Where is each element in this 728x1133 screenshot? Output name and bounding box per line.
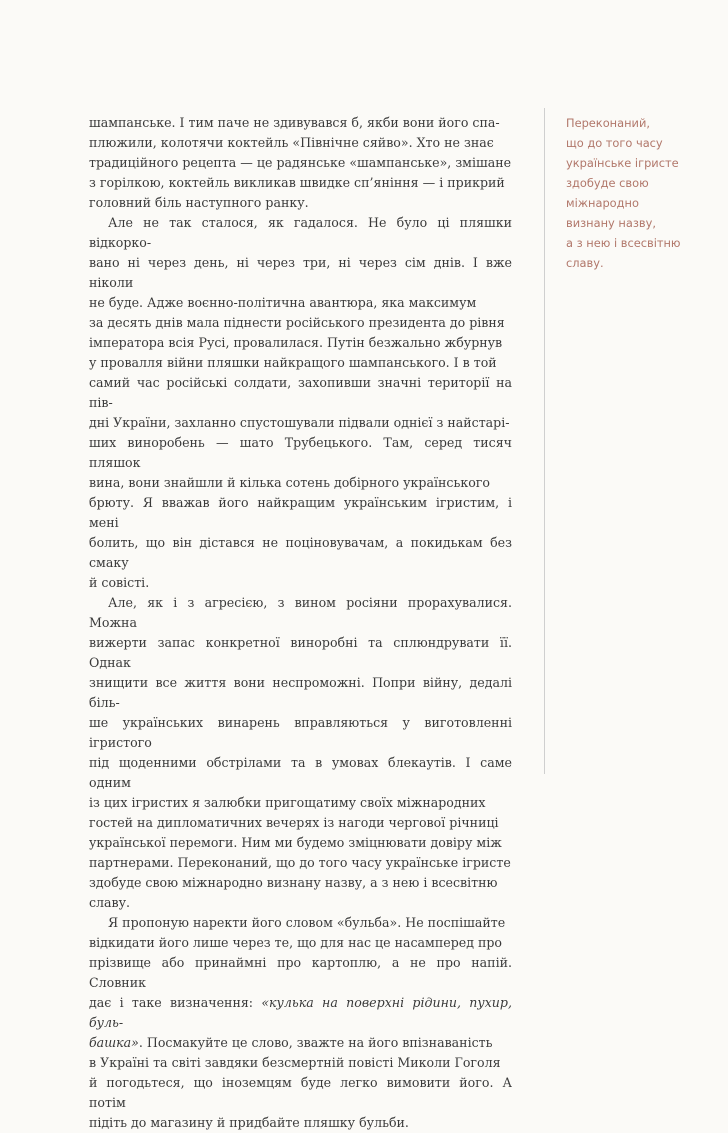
- text-line: башка». Посмакуйте це слово, зважте на його впізнаваність: [89, 1035, 493, 1050]
- column-divider: [544, 108, 545, 774]
- pull-quote: [566, 113, 706, 273]
- text-line: головний біль наступного ранку.: [89, 195, 309, 210]
- main-text: [89, 113, 512, 1133]
- text-line: гостей на дипломатичних вечерях із нагоди чергової річниці: [89, 815, 499, 830]
- pull-quote-line: славу.: [566, 256, 604, 270]
- text-line: у провалля війни пляшки найкращого шампанського. І в той: [89, 355, 497, 370]
- text-line: дає і таке визначення: «кулька на поверхні рідини, пухир, буль-: [89, 995, 512, 1030]
- text-line: плюжили, колотячи коктейль «Північне сяйво». Хто не знає: [89, 135, 494, 150]
- text-line: імператора всія Русі, провалилася. Путін безжально жбурнув: [89, 335, 503, 350]
- text-line: знищити все життя вони неспроможні. Попри війну, дедалі біль-: [89, 675, 512, 710]
- text-line: ших виноробень — шато Трубецького. Там, серед тисяч пляшок: [89, 435, 512, 470]
- text-line: не буде. Адже воєнно-політична авантюра, яка максимум: [89, 295, 477, 310]
- paragraph-1: [89, 113, 512, 213]
- text-line: й совісті.: [89, 575, 150, 590]
- text-line: під щоденними обстрілами та в умовах блекаутів. І саме одним: [89, 755, 512, 790]
- text-line: із цих ігристих я залюбки пригощатиму своїх міжнародних: [89, 795, 486, 810]
- pull-quote-line: міжнародно: [566, 196, 639, 210]
- text-line: самий час російські солдати, захопивши значні території на пів-: [89, 375, 512, 410]
- text-line: партнерами. Переконаний, що до того часу українське ігристе: [89, 855, 511, 870]
- text-line: вижерти запас конкретної винорoбні та сплюндрувати її. Однак: [89, 635, 512, 670]
- text-line: з горілкою, коктейль викликав швидке сп’яніння — і прикрий: [89, 175, 505, 190]
- paragraph-4: [89, 913, 512, 1133]
- pull-quote-line: а з нею і всесвітню: [566, 236, 681, 250]
- text-line: болить, що він дістався не поціновувачам, а покидькам без смаку: [89, 535, 512, 570]
- text-line: підіть до магазину й придбайте пляшку бульби.: [89, 1115, 409, 1130]
- text-line: ше українських винарень вправляються у виготовленні ігристого: [89, 715, 512, 750]
- text-line: брюту. Я вважав його найкращим українським ігристим, і мені: [89, 495, 512, 530]
- text-line: вина, вони знайшли й кілька сотень добірного українського: [89, 475, 490, 490]
- pull-quote-line: українське ігристе: [566, 156, 679, 170]
- text-line: прізвище або принаймні про картоплю, а не про напій. Словник: [89, 955, 512, 990]
- text-line: традиційного рецепта — це радянське «шампанське», змішане: [89, 155, 512, 170]
- pull-quote-line: Переконаний,: [566, 116, 650, 130]
- dictionary-definition: «кулька на поверхні рідини, пухир, буль-: [89, 995, 512, 1030]
- text-line: вано ні через день, ні через три, ні через сім днів. І вже ніколи: [89, 255, 512, 290]
- pull-quote-line: визнану назву,: [566, 216, 656, 230]
- text-line: славу.: [89, 895, 131, 910]
- text-line: й погодьтеся, що іноземцям буде легко вимовити його. А потім: [89, 1075, 512, 1110]
- text-line: Але, як і з агресією, з вином росіяни прорахувалися. Можна: [89, 595, 512, 630]
- text-line: дні України, захланно спустошували підвали однієї з найстарі-: [89, 415, 510, 430]
- paragraph-3: [89, 593, 512, 913]
- dictionary-definition: башка»: [89, 1035, 139, 1050]
- pull-quote-line: що до того часу: [566, 136, 663, 150]
- text-line: шампанське. І тим паче не здивувався б, якби вони його спа-: [89, 115, 500, 130]
- text-line: Але не так сталося, як гадалося. Не було ці пляшки відкорко-: [89, 215, 512, 250]
- text-line: української перемоги. Ним ми будемо зміцнювати довіру між: [89, 835, 502, 850]
- text-line: за десять днів мала піднести російського президента до рівня: [89, 315, 505, 330]
- text-line: Я пропоную наректи його словом «бульба». Не поспішайте: [108, 915, 506, 930]
- text-line: в Україні та світі завдяки безсмертній повісті Миколи Гоголя: [89, 1055, 501, 1070]
- pull-quote-line: здобуде свою: [566, 176, 649, 190]
- text-line: відкидати його лише через те, що для нас це насамперед про: [89, 935, 502, 950]
- text-line: здобуде свою міжнародно визнану назву, а з нею і всесвітню: [89, 875, 498, 890]
- paragraph-2: [89, 213, 512, 593]
